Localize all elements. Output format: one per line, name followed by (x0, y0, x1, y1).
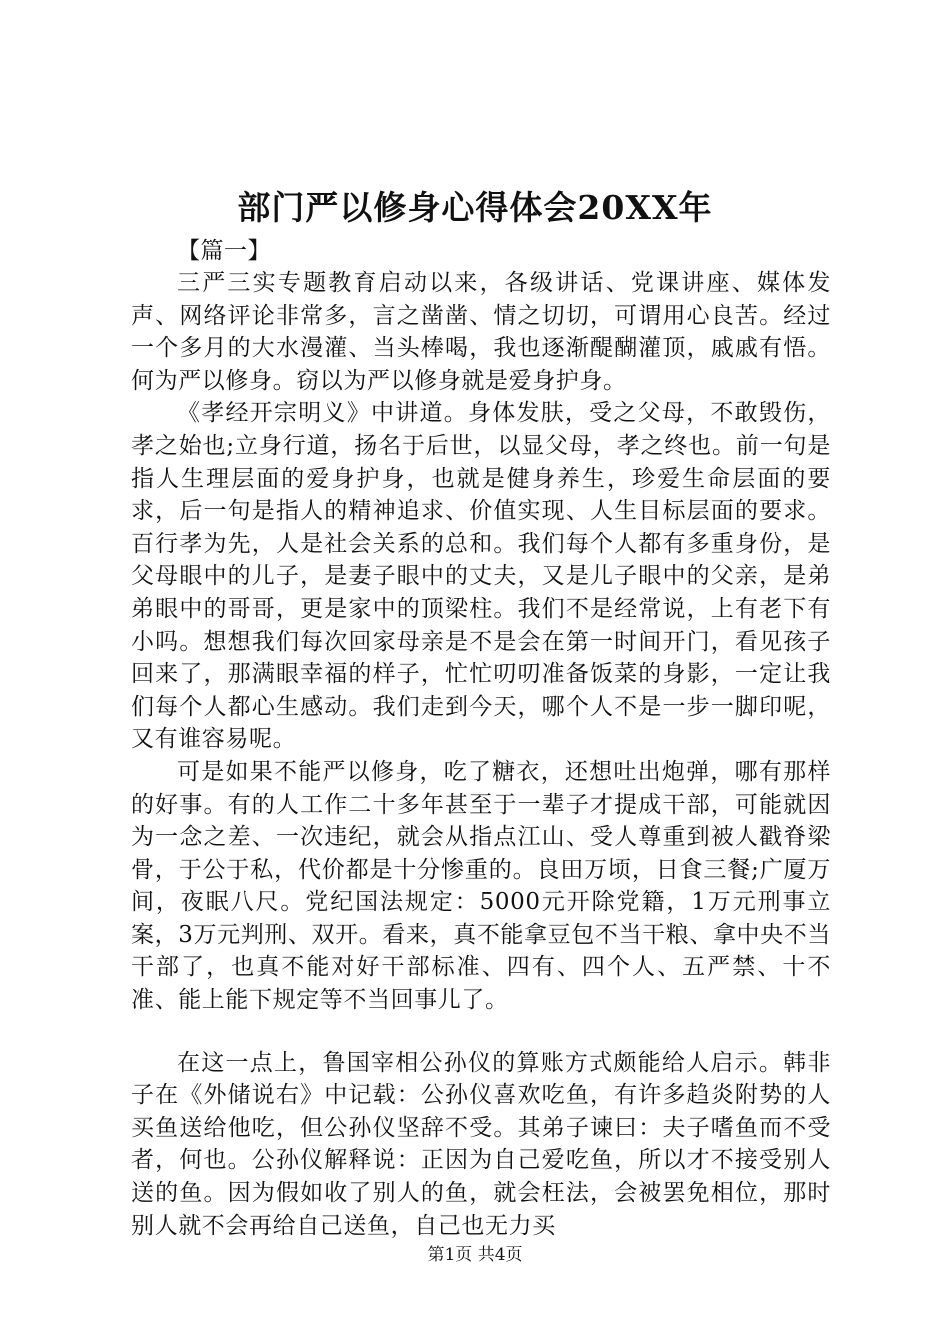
paragraph-2: 《孝经开宗明义》中讲道。身体发肤，受之父母，不敢毁伤，孝之始也;立身行道，扬名于后世，以显父母，孝之终也。前一句是指人生理层面的爱身护身，也就是健身养生，珍爱生命层面的要求，后一句是指人的精神追求、价值实现、人生目标层面的要求。百行孝为先，人是社会关系的总和。我们每个人都有多重身份，是父母眼中的儿子，是妻子眼中的丈夫，又是儿子眼中的父亲，是弟弟眼中的哥哥，更是家中的顶梁柱。我们不是经常说，上有老下有小吗。想想我们每次回家母亲是不是会在第一时间开门，看见孩子回来了，那满眼幸福的样子，忙忙叨叨准备饭菜的身影，一定让我们每个人都心生感动。我们走到今天，哪个人不是一步一脚印呢，又有谁容易呢。 (131, 400, 831, 753)
paragraph-1: 三严三实专题教育启动以来，各级讲话、党课讲座、媒体发声、网络评论非常多，言之凿凿、情之切切，可谓用心良苦。经过一个多月的大水漫灌、当头棒喝，我也逐渐醍醐灌顶，戚戚有悟。何为严以修身。窃以为严以修身就是爱身护身。 (131, 270, 831, 394)
document-title: 部门严以修身心得体会20XX年 (237, 188, 713, 227)
paragraph-3: 可是如果不能严以修身，吃了糖衣，还想吐出炮弹，哪有那样的好事。有的人工作二十多年甚至于一辈子才提成干部，可能就因为一念之差、一次违纪，就会从指点江山、受人尊重到被人戳脊梁骨，于公于私，代价都是十分惨重的。良田万顷，日食三餐;广厦万间，夜眠八尺。党纪国法规定：5000元开除党籍，1万元刑事立案，3万元判刑、双开。看来，真不能拿豆包不当干粮、拿中央不当干部了，也真不能对好干部标准、四有、四个人、五严禁、十不准、能上能下规定等不当回事儿了。 (131, 758, 831, 1014)
paragraph-4: 在这一点上，鲁国宰相公孙仪的算账方式颇能给人启示。韩非子在《外储说右》中记载：公孙仪喜欢吃鱼，有许多趋炎附势的人买鱼送给他吃，但公孙仪坚辞不受。其弟子谏曰：夫子嗜鱼而不受者，何也。公孙仪解释说：正因为自己爱吃鱼，所以才不接受别人送的鱼。因为假如收了别人的鱼，就会枉法，会被罢免相位，那时别人就不会再给自己送鱼，自己也无力买 (131, 1049, 831, 1239)
document-body (131, 236, 831, 1242)
section-label: 【篇一】 (177, 238, 271, 264)
page-footer: 第1页 共4页 (427, 1245, 523, 1265)
paragraph-spacer (131, 1017, 831, 1047)
